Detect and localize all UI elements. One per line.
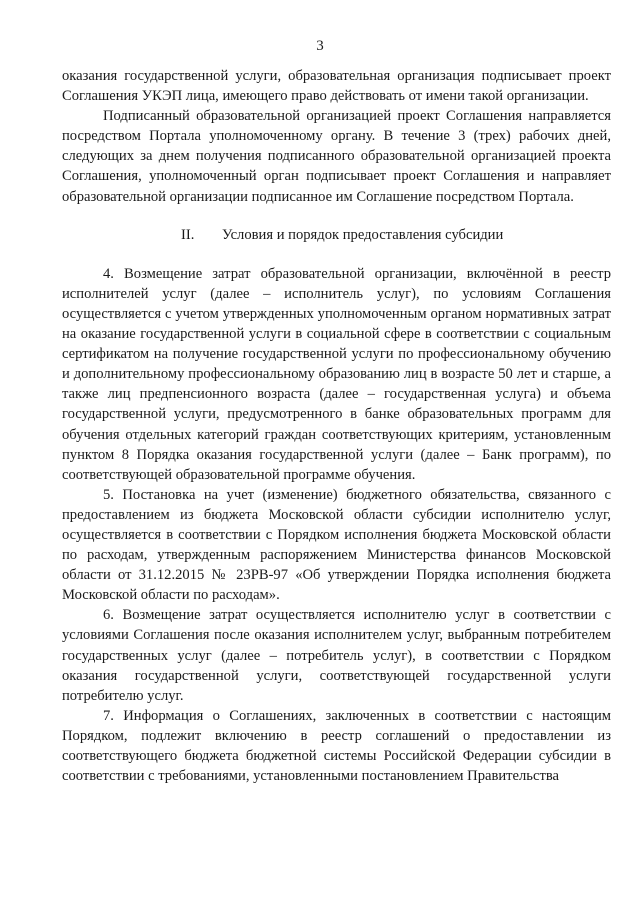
paragraph-continuation: оказания государственной услуги, образовательная организация подписывает проект Соглашения УКЭП лица, имеющего право действовать от имени такой организации. bbox=[62, 68, 611, 105]
section-title: Условия и порядок предоставления субсидии bbox=[222, 226, 504, 243]
document-body bbox=[62, 66, 611, 786]
paragraph-item-5: 5. Постановка на учет (изменение) бюджетного обязательства, связанного с предоставлением из бюджета Московской области субсидии исполнителю услуг, осуществляется в соответствии с Порядком исполнения бюджета Московской области по расходам, утвержденным распоряжением Министерства финансов Московской области от 31.12.2015 № 23РВ-97 «Об утверждении Порядка исполнения бюджета Московской области по расходам». bbox=[62, 486, 611, 604]
paragraph-signed-draft: Подписанный образовательной организацией проект Соглашения направляется посредством Портала уполномоченному органу. В течение 3 (трех) рабочих дней, следующих за днем получения подписанного образовательной организацией проекта Соглашения, уполномоченный орган подписывает проект Соглашения и направляет образовательной организации подписанное им Соглашение посредством Портала. bbox=[62, 108, 611, 205]
paragraph-item-4: 4. Возмещение затрат образовательной организации, включённой в реестр исполнителей услуг (далее – исполнитель услуг), по условиям Соглашения осуществляется с учетом утвержденных уполномоченным органом нормативных затрат на оказание государственной услуги в социальной сфере в соответствии с социальным сертификатом на получение государственной услуги по профессиональному обучению и дополнительному профессиональному образованию лиц в возрасте 50 лет и старше, а также лиц предпенсионного возраста (далее – государственная услуга) и объема государственной услуги, предусмотренного в банке образовательных программ для обучения отдельных категорий граждан соответствующих критериям, установленным пунктом 8 Порядка оказания государственной услуги (далее – Банк программ), по соответствующей образовательной программе обучения. bbox=[62, 265, 611, 483]
section-number: II. bbox=[181, 226, 195, 243]
paragraph-item-7: 7. Информация о Соглашениях, заключенных в соответствии с настоящим Порядком, подлежит включению в реестр соглашений о предоставлении из соответствующего бюджета бюджетной системы Российской Федерации субсидии в соответствии с требованиями, установленными постановлением Правительства bbox=[62, 707, 611, 785]
page-number: 3 bbox=[316, 38, 324, 54]
section-heading bbox=[62, 225, 611, 245]
paragraph-item-6: 6. Возмещение затрат осуществляется исполнителю услуг в соответствии с условиями Соглашения после оказания исполнителем услуг, выбранным потребителем государственных услуг (далее – потребитель услуг), в соответствии с Порядком оказания государственной услуги, соответствующей государственной услуги потребителю услуг. bbox=[62, 607, 611, 704]
